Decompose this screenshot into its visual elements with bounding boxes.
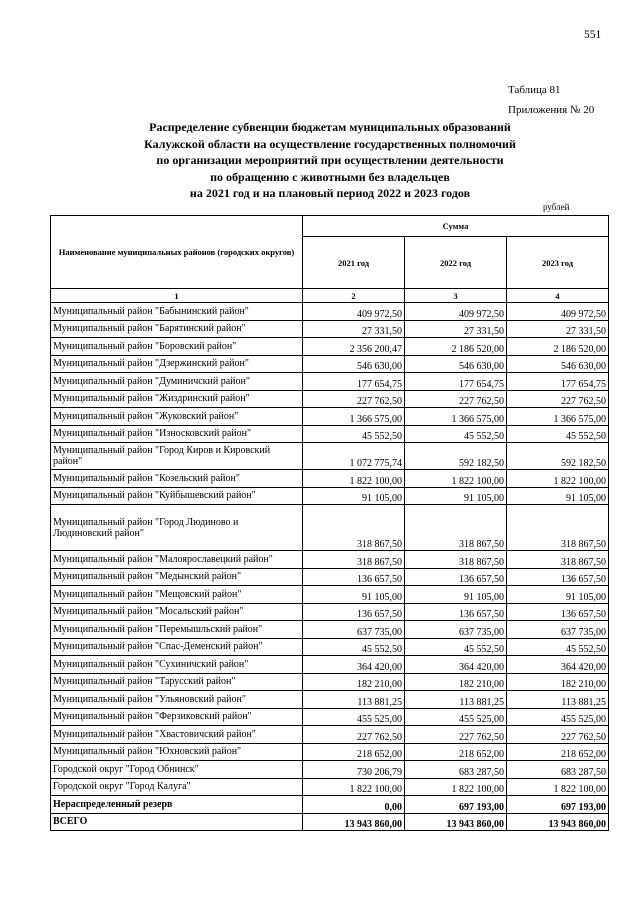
row-value: 45 552,50 [303, 638, 405, 656]
column-number: 2 [303, 289, 405, 303]
row-value: 91 105,00 [303, 487, 405, 505]
column-number: 3 [405, 289, 507, 303]
title-line: на 2021 год и на плановый период 2022 и 2023 годов [189, 186, 471, 201]
row-value: 136 657,50 [405, 568, 507, 586]
title-line: Распределение субвенции бюджетам муниципальных образований [149, 120, 511, 134]
column-number: 1 [51, 289, 303, 303]
row-name: Муниципальный район "Спас-Деменский район" [51, 638, 303, 656]
table-row [51, 761, 609, 779]
row-value: 177 654,75 [405, 373, 507, 391]
row-name: Муниципальный район "Жуковский район" [51, 408, 303, 426]
row-value: 45 552,50 [303, 425, 405, 443]
row-value: 546 630,00 [405, 355, 507, 373]
table-row [51, 796, 609, 814]
row-value: 1 822 100,00 [405, 778, 507, 796]
row-value: 318 867,50 [303, 551, 405, 569]
row-value: 13 943 860,00 [405, 813, 507, 831]
subvention-table [50, 215, 609, 831]
table-row [51, 487, 609, 505]
row-value: 0,00 [303, 796, 405, 814]
table-row [51, 813, 609, 831]
title-line: по организации мероприятий при осуществлении деятельности [156, 153, 504, 168]
units-label: рублей [543, 202, 570, 212]
row-name: Нераспределенный резерв [51, 796, 303, 814]
row-name: Муниципальный район "Ульяновский район" [51, 691, 303, 709]
table-row [51, 673, 609, 691]
row-name: Муниципальный район "Куйбышевский район" [51, 487, 303, 505]
row-value: 218 652,00 [507, 743, 609, 761]
row-value: 409 972,50 [507, 303, 609, 321]
table-row [51, 743, 609, 761]
row-value: 177 654,75 [507, 373, 609, 391]
row-value: 1 366 575,00 [303, 408, 405, 426]
table-row [51, 470, 609, 488]
row-name: Муниципальный район "Бабынинский район" [51, 303, 303, 321]
table-row [51, 443, 609, 470]
row-value: 364 420,00 [303, 656, 405, 674]
row-value: 1 072 775,74 [303, 443, 405, 470]
table-row [51, 586, 609, 604]
row-name: Муниципальный район "Юхновский район" [51, 743, 303, 761]
row-value: 227 762,50 [405, 390, 507, 408]
row-value: 2 356 200,47 [303, 338, 405, 356]
row-value: 1 366 575,00 [507, 408, 609, 426]
row-value: 730 206,79 [303, 761, 405, 779]
row-name: Муниципальный район "Козельский район" [51, 470, 303, 488]
row-value: 113 881,25 [507, 691, 609, 709]
table-row [51, 408, 609, 426]
column-number: 4 [507, 289, 609, 303]
table-row [51, 390, 609, 408]
table-row [51, 726, 609, 744]
row-value: 227 762,50 [507, 390, 609, 408]
table-row [51, 338, 609, 356]
row-value: 136 657,50 [507, 603, 609, 621]
row-value: 182 210,00 [405, 673, 507, 691]
row-value: 637 735,00 [303, 621, 405, 639]
table-row [51, 568, 609, 586]
row-value: 136 657,50 [507, 568, 609, 586]
row-value: 683 287,50 [507, 761, 609, 779]
header-sum: Сумма [303, 216, 609, 237]
row-value: 318 867,50 [507, 505, 609, 551]
row-value: 318 867,50 [405, 551, 507, 569]
title-line: Калужской области на осуществление государственных полномочий [144, 136, 516, 151]
page-number: 551 [584, 29, 602, 41]
row-value: 218 652,00 [405, 743, 507, 761]
row-value: 637 735,00 [405, 621, 507, 639]
table-row [51, 778, 609, 796]
row-name: Городской округ "Город Калуга" [51, 778, 303, 796]
table-row [51, 303, 609, 321]
table-row [51, 708, 609, 726]
row-value: 45 552,50 [507, 425, 609, 443]
table-row [51, 425, 609, 443]
table-row [51, 691, 609, 709]
header-year: 2022 год [405, 237, 507, 289]
row-value: 27 331,50 [303, 320, 405, 338]
row-name: Муниципальный район "Город Киров и Кировский район" [51, 443, 303, 470]
row-value: 13 943 860,00 [303, 813, 405, 831]
row-value: 13 943 860,00 [507, 813, 609, 831]
row-value: 455 525,00 [303, 708, 405, 726]
row-value: 227 762,50 [405, 726, 507, 744]
row-value: 1 822 100,00 [405, 470, 507, 488]
row-value: 364 420,00 [507, 656, 609, 674]
row-value: 455 525,00 [405, 708, 507, 726]
row-value: 91 105,00 [507, 487, 609, 505]
table-row [51, 621, 609, 639]
row-value: 546 630,00 [507, 355, 609, 373]
row-value: 2 186 520,00 [405, 338, 507, 356]
row-value: 455 525,00 [507, 708, 609, 726]
table-row [51, 505, 609, 551]
row-name: Муниципальный район "Город Людиново и Людиновский район" [51, 505, 303, 551]
row-value: 364 420,00 [405, 656, 507, 674]
row-value: 697 193,00 [507, 796, 609, 814]
row-name: Муниципальный район "Хвастовичский район" [51, 726, 303, 744]
row-name: Муниципальный район "Дзержинский район" [51, 355, 303, 373]
row-name: Муниципальный район "Малоярославецкий район" [51, 551, 303, 569]
header-year: 2023 год [507, 237, 609, 289]
table-row [51, 551, 609, 569]
row-name: Муниципальный район "Мосальский район" [51, 603, 303, 621]
table-row [51, 638, 609, 656]
row-value: 177 654,75 [303, 373, 405, 391]
document-title [80, 119, 580, 202]
row-value: 637 735,00 [507, 621, 609, 639]
row-value: 318 867,50 [303, 505, 405, 551]
table-row [51, 320, 609, 338]
row-value: 697 193,00 [405, 796, 507, 814]
row-value: 136 657,50 [303, 568, 405, 586]
row-value: 1 822 100,00 [303, 470, 405, 488]
row-value: 27 331,50 [405, 320, 507, 338]
row-value: 45 552,50 [507, 638, 609, 656]
row-name: Муниципальный район "Медынский район" [51, 568, 303, 586]
row-name: Муниципальный район "Износковский район" [51, 425, 303, 443]
row-value: 227 762,50 [507, 726, 609, 744]
row-value: 1 822 100,00 [507, 778, 609, 796]
row-value: 182 210,00 [303, 673, 405, 691]
row-name: Городской округ "Город Обнинск" [51, 761, 303, 779]
row-value: 113 881,25 [303, 691, 405, 709]
row-value: 182 210,00 [507, 673, 609, 691]
row-value: 218 652,00 [303, 743, 405, 761]
row-value: 409 972,50 [405, 303, 507, 321]
row-value: 45 552,50 [405, 638, 507, 656]
table-row [51, 355, 609, 373]
appendix-label: Приложения № 20 [508, 104, 595, 116]
row-name: Муниципальный район "Боровский район" [51, 338, 303, 356]
row-value: 113 881,25 [405, 691, 507, 709]
row-name: Муниципальный район "Барятинский район" [51, 320, 303, 338]
row-value: 91 105,00 [405, 487, 507, 505]
row-value: 318 867,50 [507, 551, 609, 569]
row-value: 91 105,00 [405, 586, 507, 604]
row-value: 227 762,50 [303, 726, 405, 744]
row-name: ВСЕГО [51, 813, 303, 831]
row-value: 592 182,50 [507, 443, 609, 470]
row-value: 91 105,00 [303, 586, 405, 604]
table-row [51, 603, 609, 621]
row-value: 546 630,00 [303, 355, 405, 373]
header-name: Наименование муниципальных районов (городских округов) [51, 216, 303, 289]
row-name: Муниципальный район "Мещовский район" [51, 586, 303, 604]
row-value: 136 657,50 [405, 603, 507, 621]
row-value: 683 287,50 [405, 761, 507, 779]
row-name: Муниципальный район "Сухиничский район" [51, 656, 303, 674]
row-value: 592 182,50 [405, 443, 507, 470]
row-name: Муниципальный район "Жиздринский район" [51, 390, 303, 408]
row-value: 409 972,50 [303, 303, 405, 321]
row-value: 136 657,50 [303, 603, 405, 621]
row-name: Муниципальный район "Тарусский район" [51, 673, 303, 691]
row-value: 45 552,50 [405, 425, 507, 443]
table-body [51, 303, 609, 831]
row-value: 91 105,00 [507, 586, 609, 604]
row-value: 1 822 100,00 [303, 778, 405, 796]
row-value: 227 762,50 [303, 390, 405, 408]
table-label: Таблица 81 [508, 84, 561, 96]
row-value: 2 186 520,00 [507, 338, 609, 356]
row-name: Муниципальный район "Перемышльский район" [51, 621, 303, 639]
row-value: 1 822 100,00 [507, 470, 609, 488]
table-row [51, 656, 609, 674]
row-name: Муниципальный район "Думиничский район" [51, 373, 303, 391]
row-value: 318 867,50 [405, 505, 507, 551]
title-line: по обращению с животными без владельцев [210, 169, 450, 184]
header-year: 2021 год [303, 237, 405, 289]
row-value: 1 366 575,00 [405, 408, 507, 426]
row-value: 27 331,50 [507, 320, 609, 338]
row-name: Муниципальный район "Ферзиковский район" [51, 708, 303, 726]
table-row [51, 373, 609, 391]
